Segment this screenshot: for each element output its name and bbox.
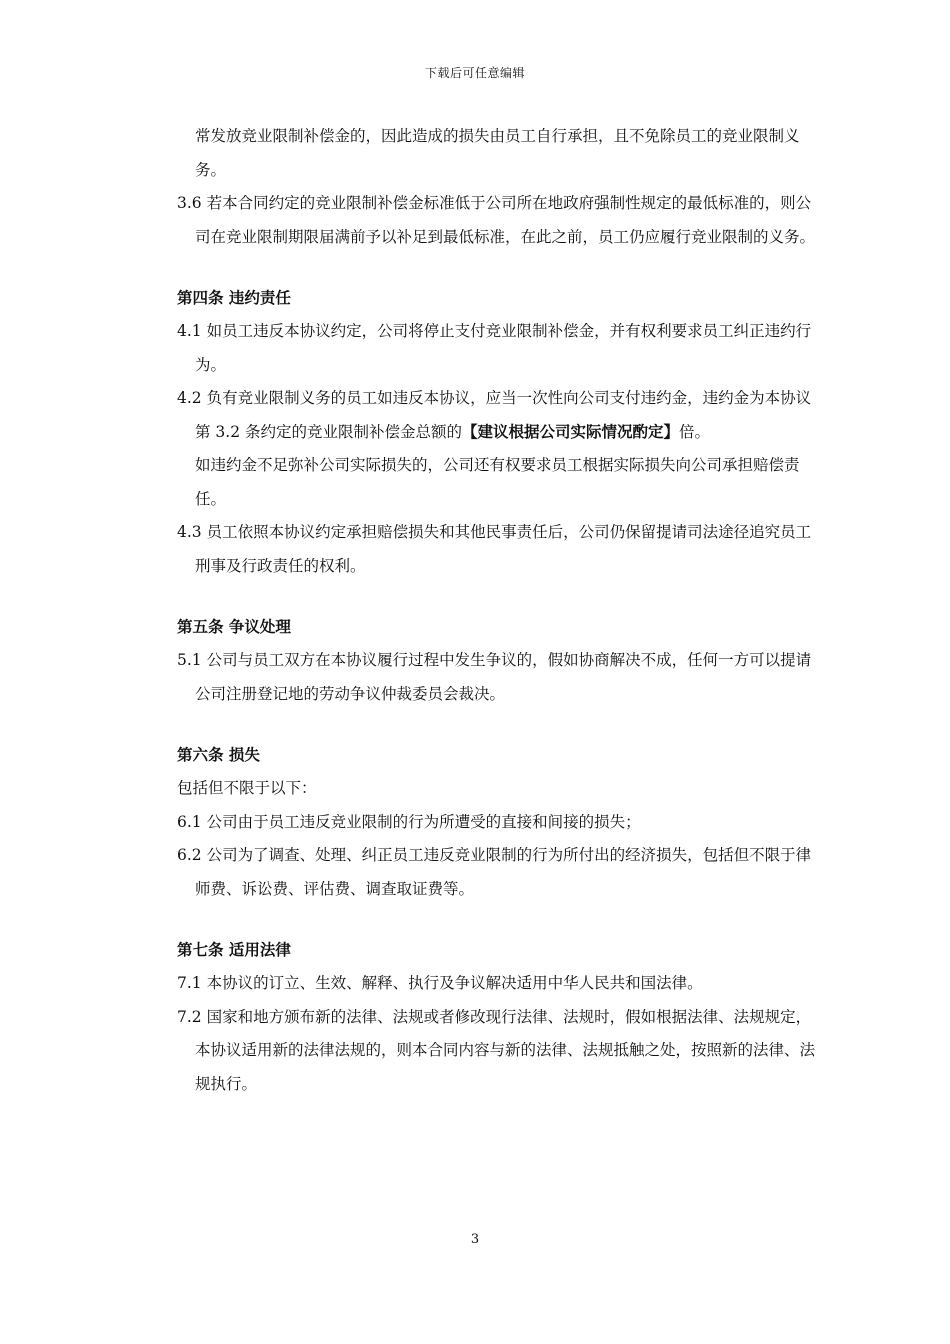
clause-4-2-continuation: 如违约金不足弥补公司实际损失的，公司还有权要求员工根据实际损失向公司承担赔偿责任。 bbox=[195, 456, 800, 508]
clause-7-2: 7.2 国家和地方颁布新的法律、法规或者修改现行法律、法规时，假如根据法律、法规规定，本协议适用新的法律法规的，则本合同内容与新的法律、法规抵触之处，按照新的法律、法规执行。 bbox=[177, 1007, 816, 1093]
clause-4-2 bbox=[177, 382, 817, 449]
clause-4-2-text: 4.2 负有竞业限制义务的员工如违反本协议，应当一次性向公司支付违约金，违约金为本协议第 3.2 条约定的竞业限制补偿金总额的 bbox=[177, 389, 812, 441]
clause-4-1: 4.1 如员工违反本协议约定，公司将停止支付竞业限制补偿金，并有权利要求员工纠正违约行为。 bbox=[177, 322, 812, 374]
section-heading-7: 第七条 适用法律 bbox=[177, 941, 291, 959]
page-header: 下载后可任意编辑 bbox=[424, 66, 525, 80]
page-number: 3 bbox=[470, 1232, 480, 1247]
document-body bbox=[177, 120, 817, 1101]
clause-7-1: 7.1 本协议的订立、生效、解释、执行及争议解决适用中华人民共和国法律。 bbox=[177, 974, 703, 992]
clause-6-1: 6.1 公司由于员工违反竞业限制的行为所遭受的直接和间接的损失； bbox=[177, 812, 641, 831]
clause-4-2-placeholder: 【建议根据公司实际情况酌定】 bbox=[462, 422, 680, 441]
paragraph-continuation: 常发放竞业限制补偿金的，因此造成的损失由员工自行承担，且不免除员工的竞业限制义务。 bbox=[195, 127, 800, 179]
clause-4-3: 4.3 员工依照本协议约定承担赔偿损失和其他民事责任后，公司仍保留提请司法途径追究员工刑事及行政责任的权利。 bbox=[177, 523, 812, 575]
section-heading-6: 第六条 损失 bbox=[177, 746, 260, 764]
clause-6-2: 6.2 公司为了调查、处理、纠正员工违反竞业限制的行为所付出的经济损失，包括但不限于律师费、诉讼费、评估费、调查取证费等。 bbox=[177, 846, 812, 898]
section-6-intro: 包括但不限于以下： bbox=[177, 779, 317, 797]
section-heading-4: 第四条 违约责任 bbox=[177, 289, 291, 307]
clause-5-1: 5.1 公司与员工双方在本协议履行过程中发生争议的，假如协商解决不成，任何一方可以提请公司注册登记地的劳动争议仲裁委员会裁决。 bbox=[177, 651, 812, 703]
clause-4-2-suffix: 倍。 bbox=[679, 422, 711, 441]
clause-3-6: 3.6 若本合同约定的竞业限制补偿金标准低于公司所在地政府强制性规定的最低标准的，则公司在竞业限制期限届满前予以补足到最低标准，在此之前，员工仍应履行竞业限制的义务。 bbox=[177, 194, 816, 246]
section-heading-5: 第五条 争议处理 bbox=[177, 618, 291, 636]
